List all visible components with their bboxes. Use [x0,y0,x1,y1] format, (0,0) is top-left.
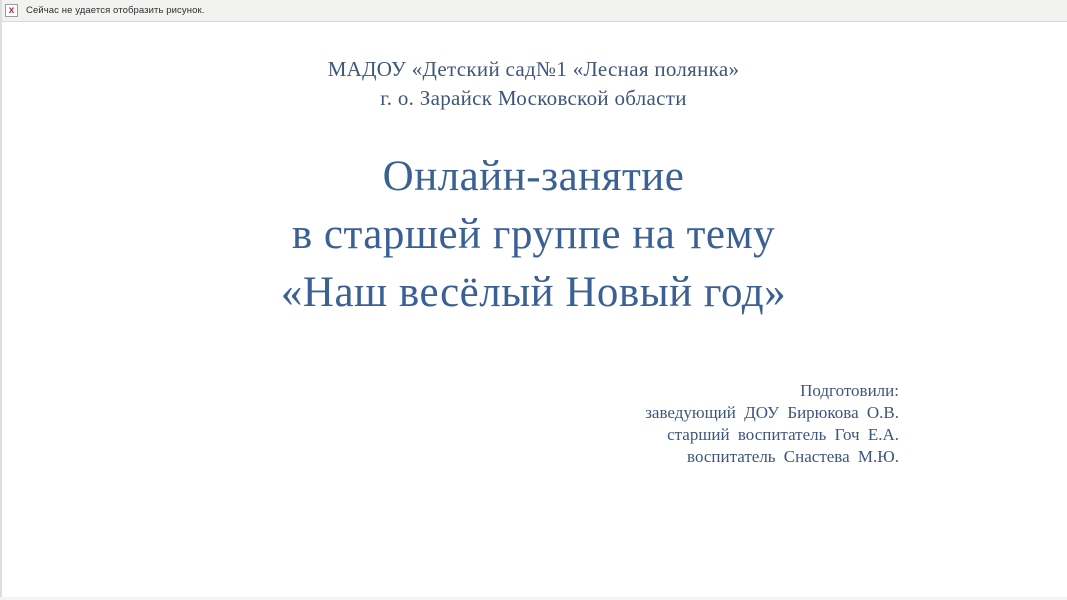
credits-author-1: заведующий ДОУ Бирюкова О.В. [645,403,899,422]
credits-author-3: воспитатель Снастева М.Ю. [687,447,899,466]
organization-location-line: г. о. Зарайск Московской области [380,86,687,110]
screenshot-left-edge [0,0,2,600]
credits-author-2: старший воспитатель Гоч Е.А. [667,425,899,444]
broken-image-icon: x [5,4,18,17]
broken-picture-notification-bar[interactable] [0,0,1067,22]
slide-title-line-3: «Наш весёлый Новый год» [280,269,787,316]
slide-title-line-2: в старшей группе на тему [291,211,776,258]
presentation-slide [0,22,1067,600]
credits-heading: Подготовили: [800,381,899,400]
organization-name-line: МАДОУ «Детский сад№1 «Лесная полянка» [327,57,740,81]
organization-header [0,55,1067,113]
broken-picture-message: Сейчас не удается отобразить рисунок. [26,5,205,16]
slide-title [0,148,1067,322]
authors-credits-block [645,380,899,468]
slide-title-line-1: Онлайн-занятие [382,153,685,200]
